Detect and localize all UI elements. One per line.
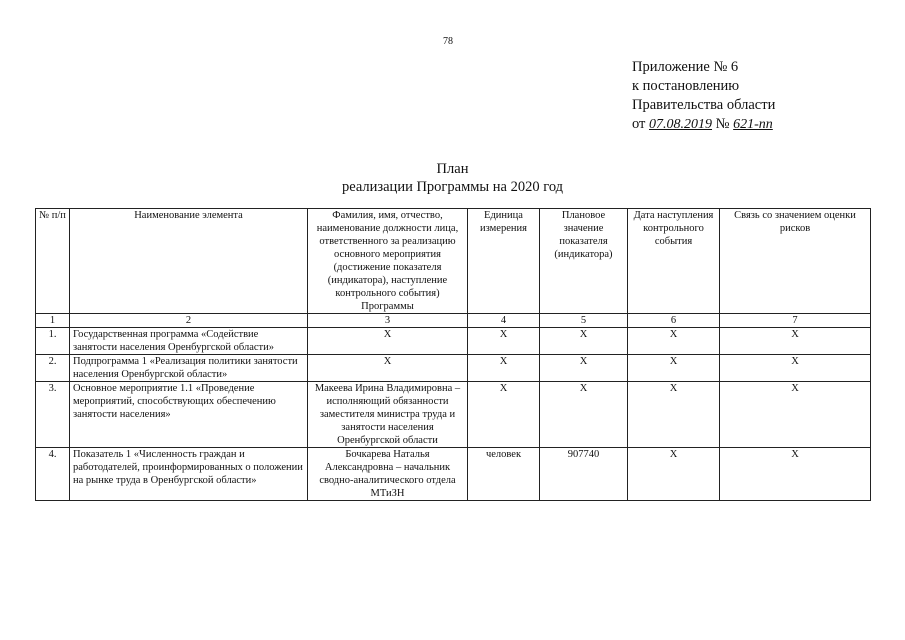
resolution-number: 621-пп (733, 117, 773, 132)
event-date: Х (628, 328, 720, 355)
row-number: 4. (36, 448, 70, 501)
header-element-name: Наименование элемента (70, 209, 308, 314)
unit: Х (468, 355, 540, 382)
risk-link: Х (720, 448, 871, 501)
plan-value: 907740 (540, 448, 628, 501)
appendix-title: Приложение № 6 (632, 59, 739, 75)
row-number: 3. (36, 382, 70, 448)
header-plan-value: Плановое значение показателя (индикатора) (540, 209, 628, 314)
column-number: 6 (628, 314, 720, 328)
table-row (36, 328, 871, 355)
table-row (36, 448, 871, 501)
table-row (36, 382, 871, 448)
header-responsible: Фамилия, имя, отчество, наименование должности лица, ответственного за реализацию основного мероприятия (достижение показателя (индикатора), наступление контрольного события) Программы (308, 209, 468, 314)
element-name: Государственная программа «Содействие занятости населения Оренбургской области» (70, 328, 308, 355)
event-date: Х (628, 448, 720, 501)
column-number: 5 (540, 314, 628, 328)
column-number: 2 (70, 314, 308, 328)
appendix-line-government: Правительства области (632, 97, 776, 113)
element-name: Показатель 1 «Численность граждан и работодателей, проинформированных о положении на рынке труда в Оренбургской области» (70, 448, 308, 501)
title-line-1: План (436, 161, 469, 177)
header-number: № п/п (36, 209, 70, 314)
appendix-date-line (632, 115, 775, 134)
responsible-person: Бочкарева Наталья Александровна – начальник сводно-аналитического отдела МТиЗН (308, 448, 468, 501)
element-name: Основное мероприятие 1.1 «Проведение мероприятий, способствующих обеспечению занятости населения» (70, 382, 308, 448)
table-row (36, 355, 871, 382)
element-name: Подпрограмма 1 «Реализация политики занятости населения Оренбургской области» (70, 355, 308, 382)
responsible-person: Макеева Ирина Владимировна – исполняющий обязанности заместителя министра труда и занятости населения Оренбургской области (308, 382, 468, 448)
risk-link: Х (720, 355, 871, 382)
unit: Х (468, 382, 540, 448)
page-number: 78 (443, 36, 453, 47)
risk-link: Х (720, 382, 871, 448)
plan-table (35, 208, 871, 501)
column-number: 3 (308, 314, 468, 328)
number-prefix: № (715, 116, 730, 132)
responsible-person: Х (308, 328, 468, 355)
table-header-row (36, 209, 871, 314)
plan-value: Х (540, 355, 628, 382)
header-event-date: Дата наступления контрольного события (628, 209, 720, 314)
appendix-block (632, 58, 775, 134)
column-number: 7 (720, 314, 871, 328)
header-unit: Единица измерения (468, 209, 540, 314)
column-number-row (36, 314, 871, 328)
column-number: 1 (36, 314, 70, 328)
title-line-2: реализации Программы на 2020 год (341, 179, 564, 195)
event-date: Х (628, 355, 720, 382)
date-prefix: от (632, 116, 646, 132)
header-risk-link: Связь со значением оценки рисков (720, 209, 871, 314)
resolution-date: 07.08.2019 (649, 117, 713, 132)
responsible-person: Х (308, 355, 468, 382)
risk-link: Х (720, 328, 871, 355)
plan-value: Х (540, 382, 628, 448)
event-date: Х (628, 382, 720, 448)
unit: Х (468, 328, 540, 355)
unit: человек (468, 448, 540, 501)
row-number: 1. (36, 328, 70, 355)
appendix-line-resolution: к постановлению (632, 78, 740, 94)
plan-value: Х (540, 328, 628, 355)
column-number: 4 (468, 314, 540, 328)
document-title (0, 160, 905, 196)
row-number: 2. (36, 355, 70, 382)
